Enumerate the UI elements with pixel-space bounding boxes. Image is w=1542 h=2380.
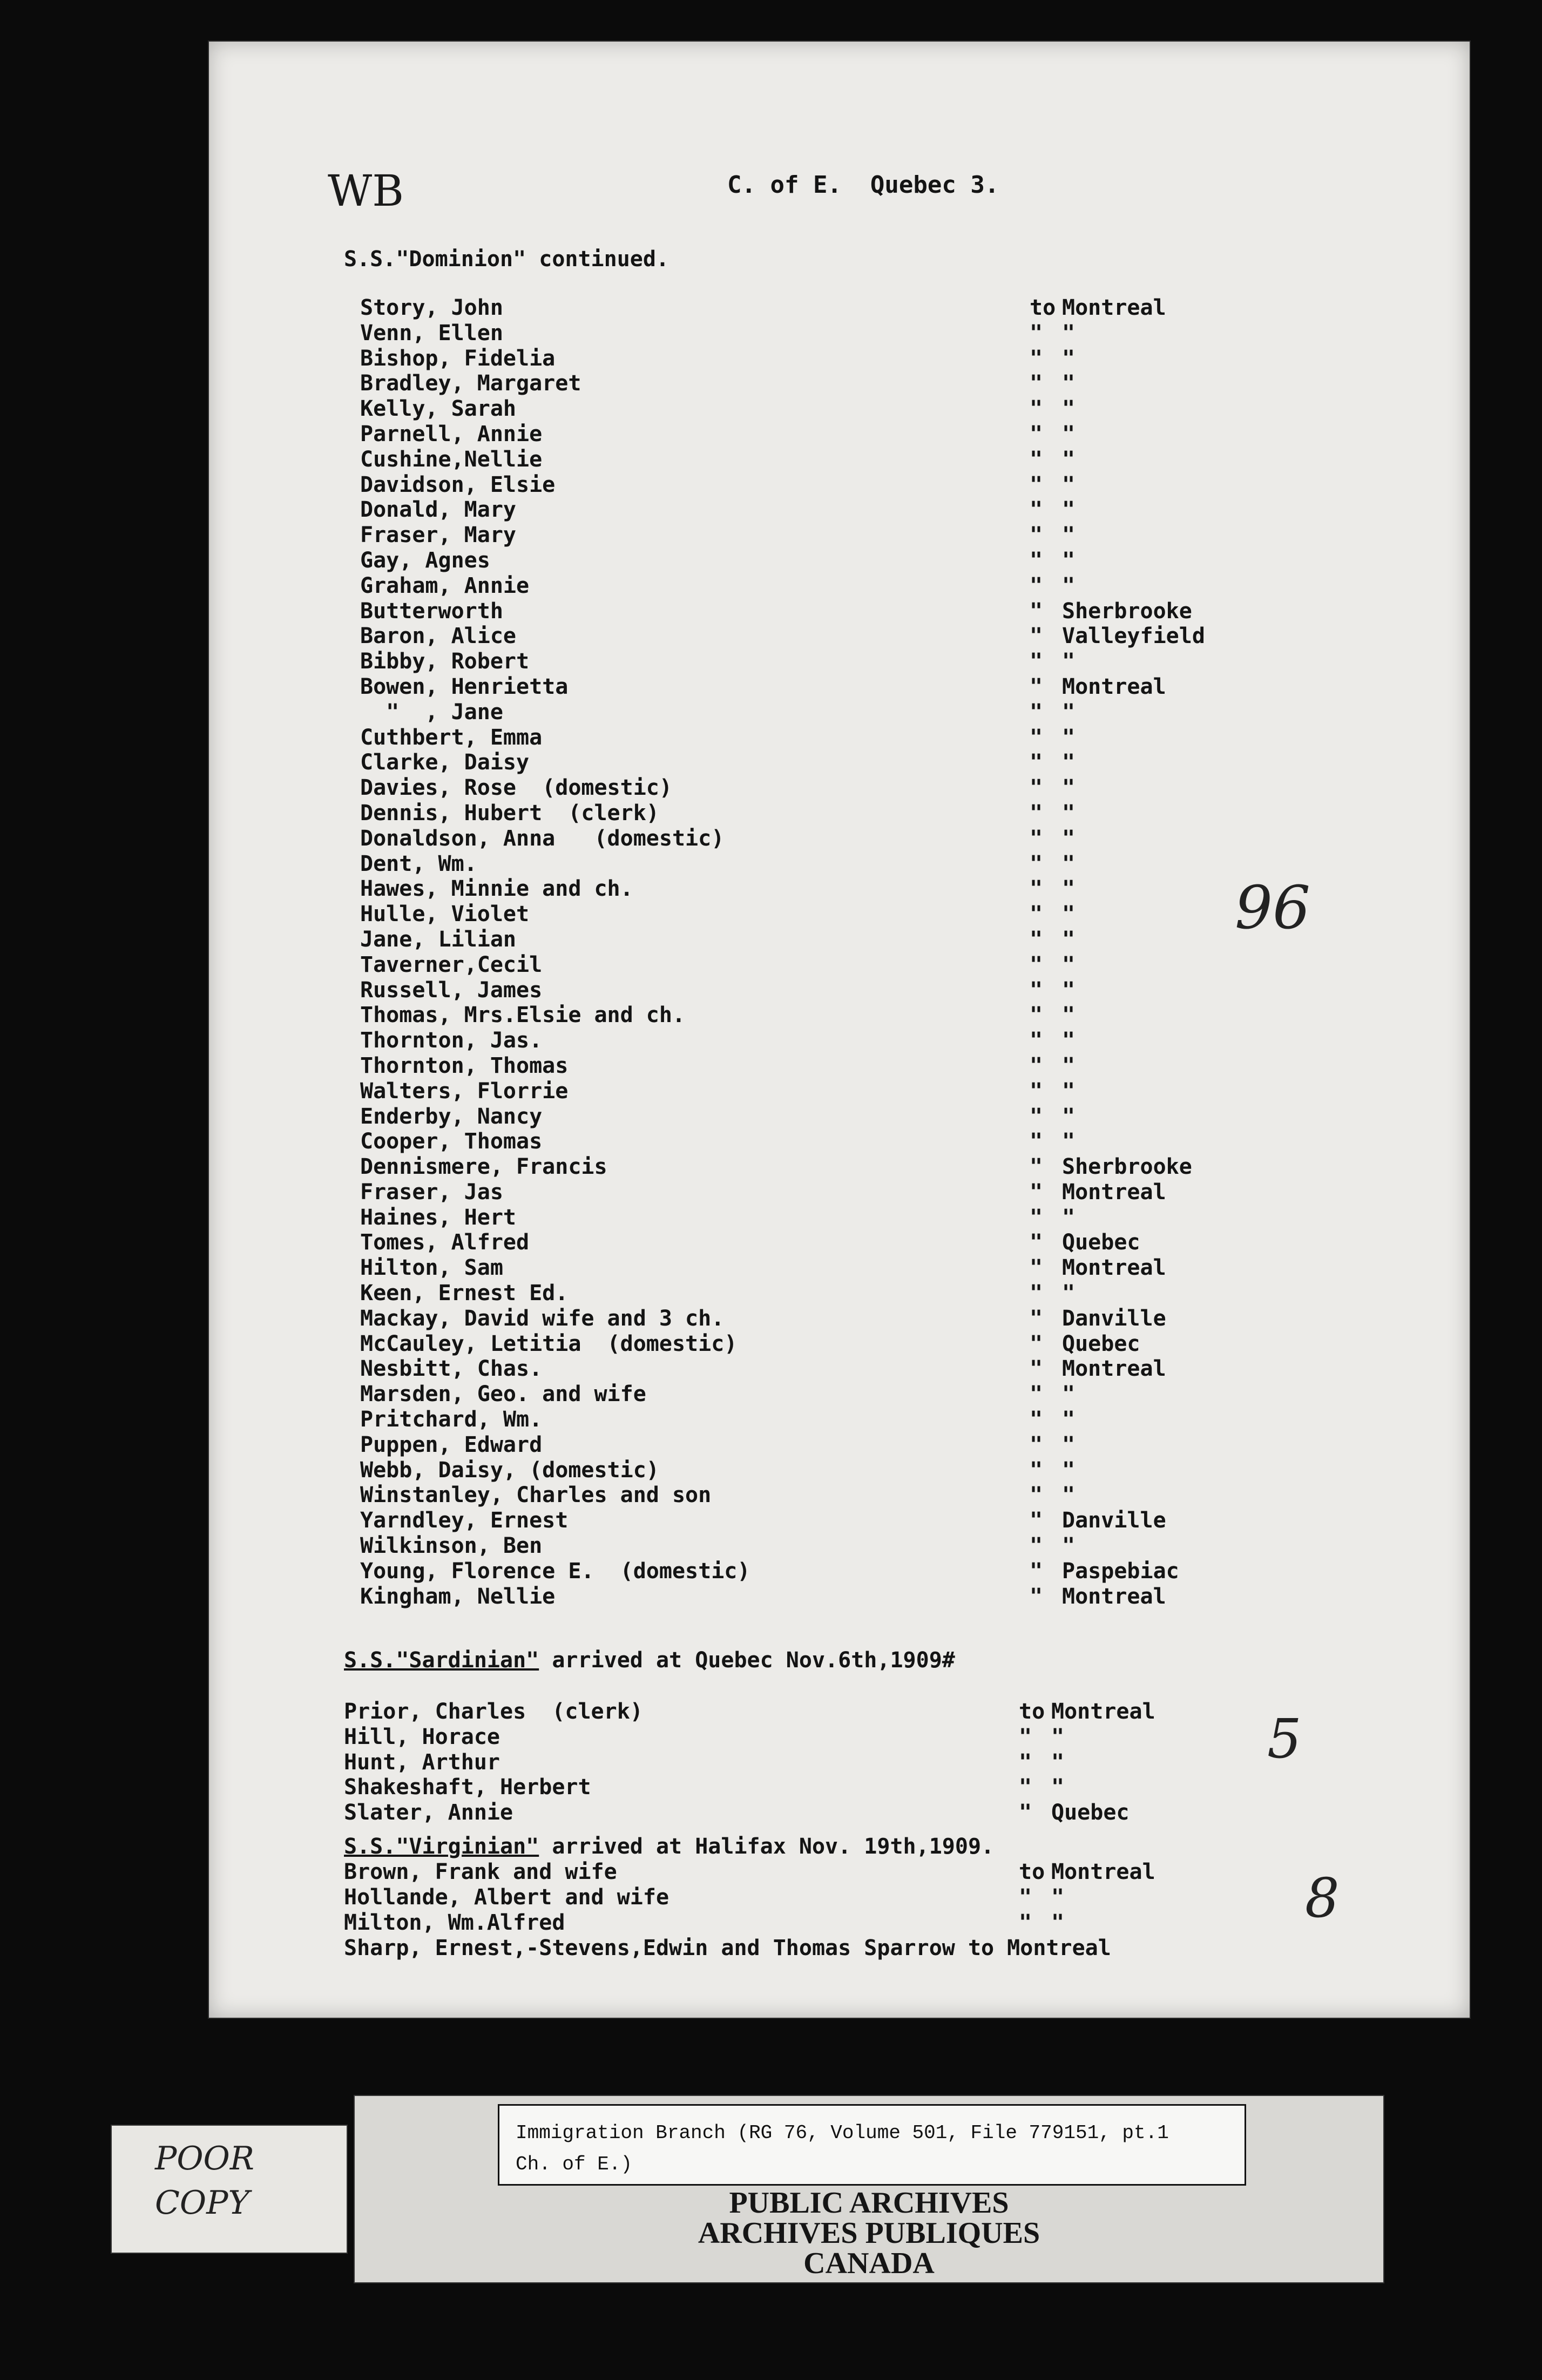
destination: Quebec — [1062, 1230, 1140, 1255]
destination: Montreal — [1062, 295, 1166, 320]
destination: " — [1051, 1910, 1065, 1935]
page-header: C. of E. Quebec 3. — [727, 171, 999, 199]
passenger-name: Hilton, Sam — [360, 1255, 503, 1281]
ditto-mark: " — [1030, 598, 1043, 624]
ditto-mark: " — [1030, 674, 1043, 699]
destination: " — [1062, 320, 1076, 346]
passenger-name: Keen, Ernest Ed. — [360, 1281, 569, 1306]
ditto-mark: " — [1030, 346, 1043, 371]
ditto-mark: " — [1030, 1129, 1043, 1154]
ship-name: S.S."Sardinian" — [344, 1648, 539, 1673]
ditto-mark: to — [1030, 295, 1056, 320]
passenger-name: Fraser, Jas — [360, 1179, 503, 1205]
destination: " — [1062, 497, 1076, 523]
ditto-mark: " — [1030, 1078, 1043, 1104]
passenger-name: Brown, Frank and wife — [344, 1860, 617, 1884]
passenger-name: Dennis, Hubert (clerk) — [360, 800, 659, 826]
ditto-mark: " — [1019, 1775, 1032, 1800]
passenger-name: Venn, Ellen — [360, 320, 503, 346]
destination-column — [1062, 295, 1205, 1609]
destination: " — [1062, 876, 1076, 902]
ditto-mark: " — [1019, 1884, 1032, 1910]
ditto-mark: " — [1030, 573, 1043, 598]
passenger-name: Cushine,Nellie — [360, 447, 543, 472]
ditto-mark: " — [1019, 1910, 1032, 1935]
passenger-name: Milton, Wm.Alfred — [344, 1910, 565, 1935]
ditto-mark: " — [1030, 1003, 1043, 1028]
destination: " — [1062, 1078, 1076, 1104]
destination: Montreal — [1051, 1860, 1155, 1884]
destination: " — [1062, 1053, 1076, 1078]
ditto-mark: " — [1030, 396, 1043, 422]
destination: " — [1062, 851, 1076, 876]
ditto-mark: " — [1030, 447, 1043, 472]
passenger-name: Cooper, Thomas — [360, 1129, 543, 1154]
passenger-name: Parnell, Annie — [360, 421, 543, 447]
ditto-mark: " — [1030, 1281, 1043, 1306]
ditto-mark: " — [1030, 421, 1043, 447]
destination: " — [1062, 1382, 1076, 1407]
destination: " — [1062, 371, 1076, 396]
section-subtitle: S.S."Dominion" continued. — [344, 247, 669, 272]
ditto-mark: " — [1030, 472, 1043, 497]
destination: " — [1062, 573, 1076, 598]
destination: Montreal — [1062, 1179, 1166, 1205]
passenger-name: Thornton, Jas. — [360, 1028, 543, 1053]
document-page — [208, 40, 1471, 2019]
poor-copy-label — [111, 2125, 348, 2254]
passenger-name: Webb, Daisy, (domestic) — [360, 1457, 659, 1483]
stamp-line: ARCHIVES PUBLIQUES — [698, 2216, 1040, 2250]
passenger-name: Prior, Charles (clerk) — [344, 1699, 643, 1724]
destination: " — [1062, 472, 1076, 497]
passenger-name: Fraser, Mary — [360, 523, 516, 548]
ditto-mark: " — [1030, 775, 1043, 801]
ditto-mark: " — [1030, 1382, 1043, 1407]
destination: " — [1062, 902, 1076, 927]
passenger-name: Slater, Annie — [344, 1800, 513, 1825]
handwritten-count-5: 5 — [1267, 1707, 1302, 1770]
destination: " — [1062, 952, 1076, 977]
destination: " — [1062, 1533, 1076, 1559]
destination: " — [1062, 699, 1076, 725]
sardinian-heading — [344, 1648, 955, 1673]
stamp-line: CANADA — [803, 2247, 935, 2280]
ditto-mark: " — [1030, 876, 1043, 902]
passenger-name: Mackay, David wife and 3 ch. — [360, 1306, 725, 1331]
ditto-mark: " — [1030, 1230, 1043, 1255]
ditto-mark: " — [1030, 1205, 1043, 1230]
passenger-name: Donaldson, Anna (domestic) — [360, 826, 725, 851]
passenger-name: Shakeshaft, Herbert — [344, 1775, 591, 1800]
ditto-mark: " — [1030, 851, 1043, 876]
ditto-mark: " — [1030, 1508, 1043, 1533]
destination: " — [1062, 447, 1076, 472]
passenger-name: Thomas, Mrs.Elsie and ch. — [360, 1003, 686, 1028]
passenger-name: Enderby, Nancy — [360, 1104, 543, 1129]
passenger-name: Hawes, Minnie and ch. — [360, 876, 633, 902]
passenger-name: Thornton, Thomas — [360, 1053, 569, 1078]
ditto-mark: " — [1030, 952, 1043, 977]
virginian-heading — [344, 1834, 994, 1859]
passenger-name: Dennismere, Francis — [360, 1154, 607, 1180]
ditto-mark: " — [1030, 927, 1043, 952]
ditto-mark: " — [1030, 547, 1043, 573]
ditto-mark: " — [1030, 1104, 1043, 1129]
passenger-name: Taverner,Cecil — [360, 952, 543, 977]
destination: " — [1051, 1884, 1065, 1910]
passenger-name: Nesbitt, Chas. — [360, 1356, 543, 1382]
destination: " — [1062, 1407, 1076, 1432]
destination: " — [1062, 1104, 1076, 1129]
ditto-mark: to — [1019, 1860, 1045, 1884]
ditto-mark: " — [1019, 1749, 1032, 1775]
sardinian-passenger-list — [344, 1699, 643, 1825]
ditto-mark: " — [1030, 371, 1043, 396]
destination: " — [1051, 1749, 1065, 1775]
destination: " — [1062, 396, 1076, 422]
passenger-name: Hollande, Albert and wife — [344, 1884, 669, 1910]
passenger-name: Donald, Mary — [360, 497, 516, 523]
passenger-name: Gay, Agnes — [360, 547, 490, 573]
passenger-name: Kingham, Nellie — [360, 1584, 556, 1609]
destination: Sherbrooke — [1062, 598, 1192, 624]
destination: " — [1062, 1205, 1076, 1230]
destination: Montreal — [1051, 1699, 1155, 1724]
ditto-mark: " — [1030, 1483, 1043, 1508]
destination: " — [1062, 927, 1076, 952]
destination: " — [1062, 346, 1076, 371]
ditto-mark: " — [1030, 1179, 1043, 1205]
ditto-mark: " — [1030, 1457, 1043, 1483]
destination: " — [1062, 649, 1076, 674]
destination: " — [1062, 800, 1076, 826]
stamp-line: PUBLIC ARCHIVES — [729, 2186, 1009, 2220]
virginian-ditto-column — [1019, 1860, 1045, 1935]
passenger-name: Young, Florence E. (domestic) — [360, 1558, 750, 1584]
ditto-mark: " — [1030, 1432, 1043, 1457]
passenger-name: Baron, Alice — [360, 624, 516, 649]
destination: " — [1062, 1129, 1076, 1154]
ditto-mark: " — [1030, 320, 1043, 346]
sardinian-destination-column — [1051, 1699, 1155, 1825]
passenger-name: Bowen, Henrietta — [360, 674, 569, 699]
ditto-mark: " — [1030, 1584, 1043, 1609]
ditto-mark: " — [1030, 523, 1043, 548]
destination: Montreal — [1062, 1356, 1166, 1382]
poor-copy-line: COPY — [155, 2184, 250, 2222]
destination: " — [1062, 1281, 1076, 1306]
passenger-name: Graham, Annie — [360, 573, 530, 598]
destination: " — [1062, 523, 1076, 548]
passenger-name: Davidson, Elsie — [360, 472, 556, 497]
passenger-name: Russell, James — [360, 977, 543, 1003]
ditto-mark: " — [1030, 826, 1043, 851]
poor-copy-line: POOR — [155, 2140, 254, 2178]
passenger-name: Puppen, Edward — [360, 1432, 543, 1457]
archive-label — [354, 2095, 1384, 2283]
destination: Montreal — [1062, 1584, 1166, 1609]
reference-text — [516, 2118, 1169, 2180]
ditto-mark: " — [1030, 1028, 1043, 1053]
destination: Paspebiac — [1062, 1558, 1179, 1584]
destination: " — [1062, 775, 1076, 801]
destination: Quebec — [1051, 1800, 1130, 1825]
destination: " — [1062, 1457, 1076, 1483]
ditto-mark: " — [1030, 725, 1043, 750]
destination: " — [1062, 826, 1076, 851]
destination: " — [1062, 1028, 1076, 1053]
destination: " — [1062, 1432, 1076, 1457]
virginian-passenger-list — [344, 1860, 669, 1935]
passenger-name: McCauley, Letitia (domestic) — [360, 1331, 738, 1356]
passenger-name: Davies, Rose (domestic) — [360, 775, 672, 801]
passenger-name: Kelly, Sarah — [360, 396, 516, 422]
passenger-name: Haines, Hert — [360, 1205, 516, 1230]
passenger-name: Pritchard, Wm. — [360, 1407, 543, 1432]
reference-line: Immigration Branch (RG 76, Volume 501, File 779151, pt.1 — [516, 2122, 1169, 2144]
corner-handwritten-mark: WB — [328, 166, 404, 216]
destination: " — [1062, 750, 1076, 775]
destination: Montreal — [1062, 1255, 1166, 1281]
ditto-mark: " — [1030, 902, 1043, 927]
passenger-name: " , Jane — [360, 699, 503, 725]
ship-name: S.S."Virginian" — [344, 1834, 539, 1859]
arrival-info: arrived at Quebec Nov.6th,1909# — [539, 1648, 955, 1673]
destination: " — [1062, 1003, 1076, 1028]
ditto-column — [1030, 295, 1056, 1609]
passenger-name: Bibby, Robert — [360, 649, 530, 674]
passenger-name: Hulle, Violet — [360, 902, 530, 927]
handwritten-count-96: 96 — [1235, 873, 1310, 942]
ditto-mark: to — [1019, 1699, 1045, 1724]
destination: " — [1062, 977, 1076, 1003]
passenger-name: Cuthbert, Emma — [360, 725, 543, 750]
destination: " — [1051, 1724, 1065, 1749]
ditto-mark: " — [1030, 1558, 1043, 1584]
passenger-names-list — [360, 295, 750, 1609]
handwritten-count-8: 8 — [1305, 1867, 1340, 1930]
passenger-name: Clarke, Daisy — [360, 750, 530, 775]
arrival-info: arrived at Halifax Nov. 19th,1909. — [539, 1834, 995, 1859]
ditto-mark: " — [1030, 1356, 1043, 1382]
passenger-name: Hill, Horace — [344, 1724, 500, 1749]
ditto-mark: " — [1030, 1306, 1043, 1331]
passenger-name: Butterworth — [360, 598, 503, 624]
destination: Quebec — [1062, 1331, 1140, 1356]
final-entry-line: Sharp, Ernest,-Stevens,Edwin and Thomas Sparrow to Montreal — [344, 1936, 1111, 1960]
reference-line: Ch. of E.) — [516, 2153, 633, 2175]
ditto-mark: " — [1030, 1053, 1043, 1078]
ditto-mark: " — [1030, 624, 1043, 649]
destination: Valleyfield — [1062, 624, 1205, 649]
ditto-mark: " — [1030, 750, 1043, 775]
passenger-name: Tomes, Alfred — [360, 1230, 530, 1255]
destination: Sherbrooke — [1062, 1154, 1192, 1180]
destination: Montreal — [1062, 674, 1166, 699]
destination: " — [1051, 1775, 1065, 1800]
passenger-name: Jane, Lilian — [360, 927, 516, 952]
destination: " — [1062, 421, 1076, 447]
ditto-mark: " — [1030, 1154, 1043, 1180]
ditto-mark: " — [1030, 800, 1043, 826]
ditto-mark: " — [1030, 1331, 1043, 1356]
ditto-mark: " — [1030, 649, 1043, 674]
destination: " — [1062, 1483, 1076, 1508]
ditto-mark: " — [1019, 1800, 1032, 1825]
passenger-name: Bradley, Margaret — [360, 371, 581, 396]
passenger-name: Winstanley, Charles and son — [360, 1483, 712, 1508]
sardinian-ditto-column — [1019, 1699, 1045, 1825]
destination: Danville — [1062, 1508, 1166, 1533]
poor-copy-text — [155, 2136, 254, 2225]
passenger-name: Yarndley, Ernest — [360, 1508, 569, 1533]
passenger-name: Story, John — [360, 295, 503, 320]
archives-stamp — [355, 2188, 1383, 2278]
ditto-mark: " — [1030, 699, 1043, 725]
ditto-mark: " — [1030, 1533, 1043, 1559]
passenger-name: Wilkinson, Ben — [360, 1533, 543, 1559]
passenger-name: Dent, Wm. — [360, 851, 477, 876]
ditto-mark: " — [1030, 497, 1043, 523]
passenger-name: Marsden, Geo. and wife — [360, 1382, 646, 1407]
reference-card — [498, 2104, 1246, 2186]
destination: " — [1062, 547, 1076, 573]
ditto-mark: " — [1030, 1407, 1043, 1432]
passenger-name: Hunt, Arthur — [344, 1749, 500, 1775]
ditto-mark: " — [1019, 1724, 1032, 1749]
passenger-name: Bishop, Fidelia — [360, 346, 556, 371]
ditto-mark: " — [1030, 977, 1043, 1003]
ditto-mark: " — [1030, 1255, 1043, 1281]
virginian-destination-column — [1051, 1860, 1155, 1935]
passenger-name: Walters, Florrie — [360, 1078, 569, 1104]
destination: " — [1062, 725, 1076, 750]
destination: Danville — [1062, 1306, 1166, 1331]
